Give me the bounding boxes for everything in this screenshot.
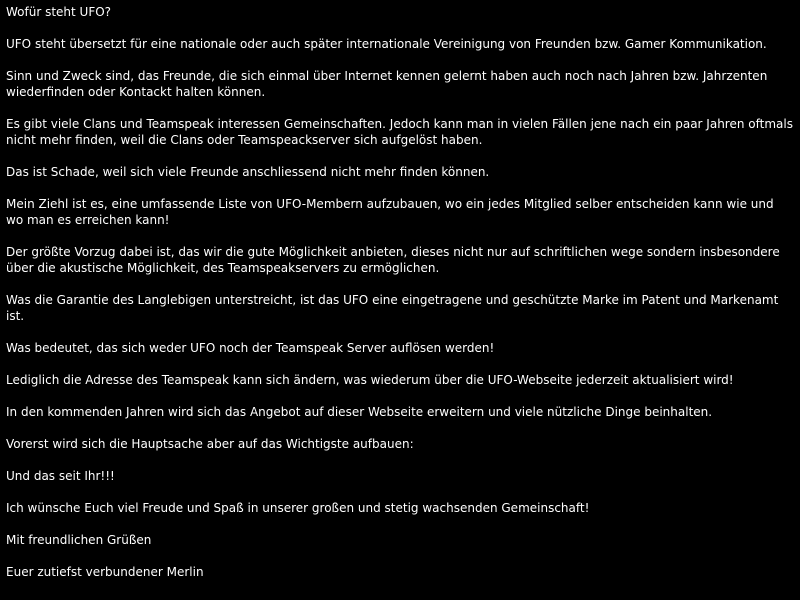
paragraph-shame: Das ist Schade, weil sich viele Freunde anschliessend nicht mehr finden können. [6,165,490,179]
paragraph-advantage: Der größte Vorzug dabei ist, das wir die gute Möglichkeit anbieten, dieses nicht nur auf schriftlichen wege sondern insbesondere über die akustische Möglichkeit, des Teamspeakservers zu ermöglichen. [6,245,780,275]
paragraph-intro: UFO steht übersetzt für eine nationale oder auch später internationale Vereinigung von Freunden bzw. Gamer Kommunikation. [6,37,767,51]
paragraph-future: In den kommenden Jahren wird sich das Angebot auf dieser Webseite erweitern und viele nützliche Dinge beinhalten. [6,405,713,419]
paragraph-you: Und das seit Ihr!!! [6,469,115,483]
paragraph-purpose: Sinn und Zweck sind, das Freunde, die sich einmal über Internet kennen gelernt haben auch noch nach Jahren bzw. Jahrzenten wiederfinden oder Kontackt halten können. [6,69,768,99]
page-title: Wofür steht UFO? [6,5,112,19]
closing-greeting: Mit freundlichen Grüßen [6,533,152,547]
paragraph-goal: Mein Ziehl ist es, eine umfassende Liste von UFO-Membern aufzubauen, wo ein jedes Mitglied selber entscheiden kann wie und wo man es erreichen kann! [6,197,774,227]
paragraph-wishes: Ich wünsche Euch viel Freude und Spaß in unserer großen und stetig wachsenden Gemeinschaft! [6,501,590,515]
paragraph-guarantee: Was die Garantie des Langlebigen unterstreicht, ist das UFO eine eingetragene und geschützte Marke im Patent und Markenamt ist. [6,293,779,323]
paragraph-meaning: Was bedeutet, das sich weder UFO noch der Teamspeak Server auflösen werden! [6,341,495,355]
signature: Euer zutiefst verbundener Merlin [6,565,204,579]
paragraph-address: Lediglich die Adresse des Teamspeak kann sich ändern, was wiederum über die UFO-Webseite jederzeit aktualisiert wird! [6,373,734,387]
paragraph-main-focus: Vorerst wird sich die Hauptsache aber auf das Wichtigste aufbauen: [6,437,414,451]
paragraph-clans: Es gibt viele Clans und Teamspeak interessen Gemeinschaften. Jedoch kann man in vielen Fällen jene nach ein paar Jahren oftmals nicht mehr finden, weil die Clans oder Teamspeackserver sich aufgelöst haben. [6,117,793,147]
